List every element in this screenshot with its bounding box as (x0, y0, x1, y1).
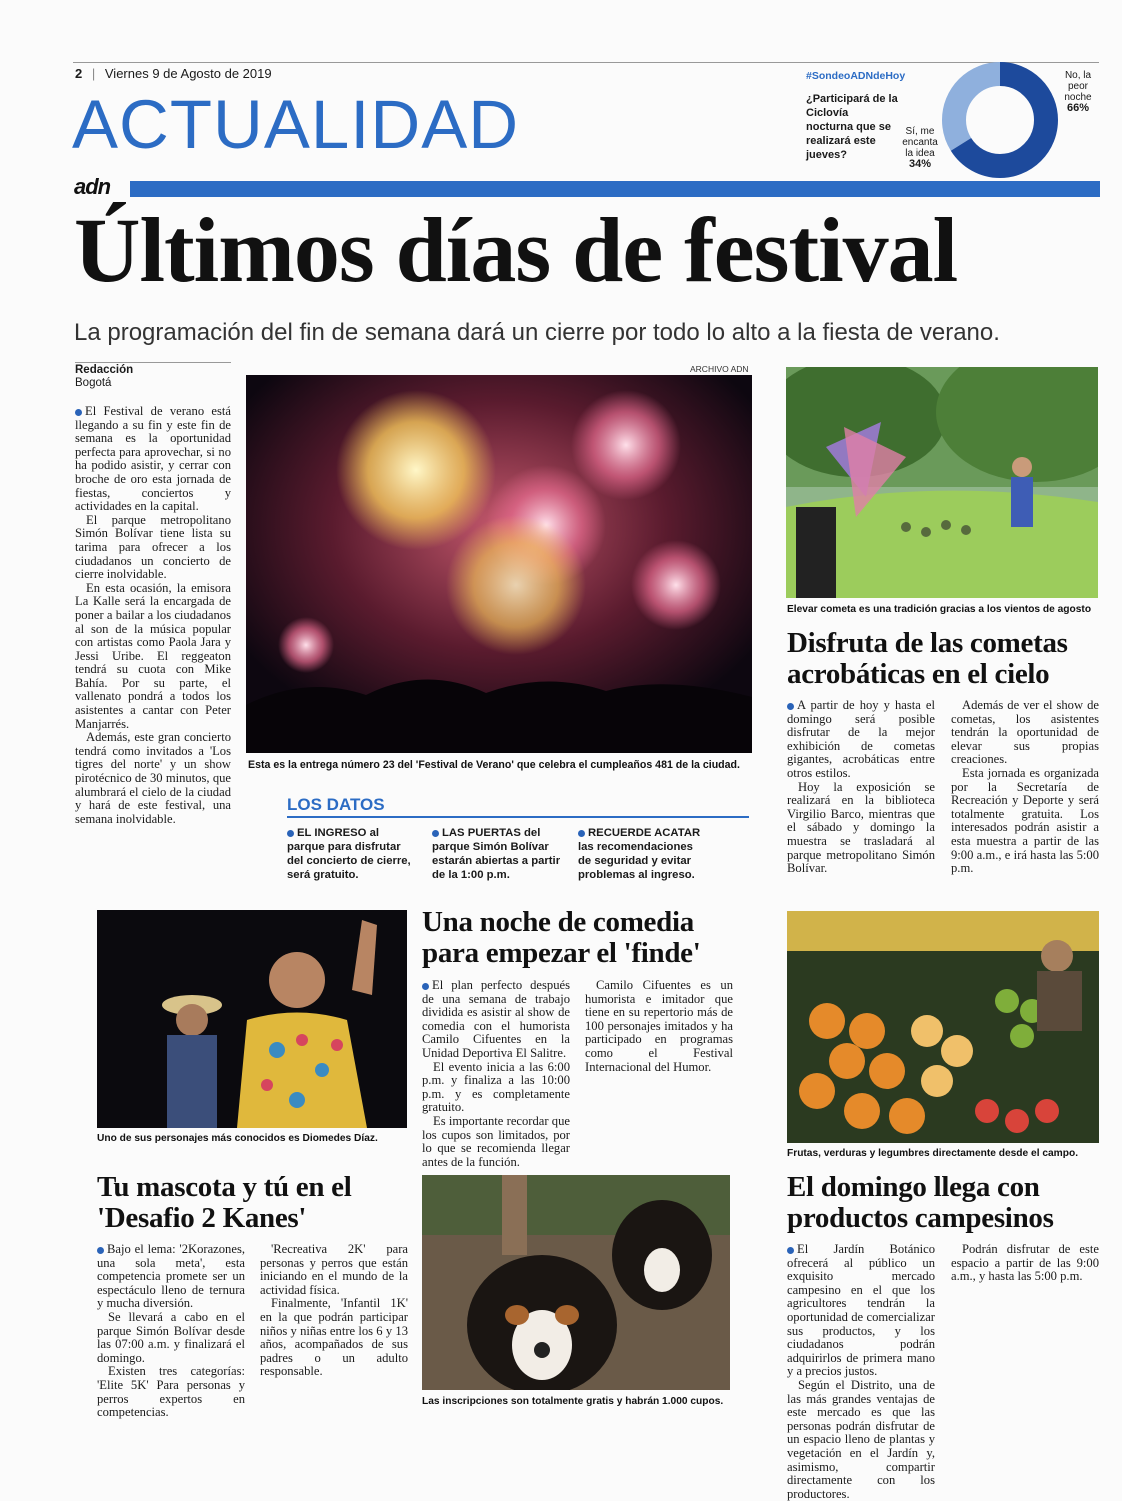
poll-yes-percent: 34% (908, 158, 932, 170)
issue-date: Viernes 9 de Agosto de 2019 (104, 66, 272, 81)
poll-yes-label: Sí, me encanta la idea (902, 126, 938, 159)
kites-caption: Elevar cometa es una tradición gracias a los vientos de agosto (787, 604, 1092, 615)
comedy-headline: Una noche de comedia para empezar el 'finde' (422, 906, 701, 969)
pets-headline: Tu mascota y tú en el 'Desafio 2 Kanes' (97, 1171, 352, 1234)
kites-headline: Disfruta de las cometas acrobáticas en el cielo (787, 627, 1068, 690)
los-datos-title: LOS DATOS (287, 795, 385, 814)
bullet-icon (287, 830, 294, 837)
pets-photo-caption: Las inscripciones son totalmente gratis y habrán 1.000 cupos. (422, 1396, 724, 1407)
adn-logo: adn (74, 174, 111, 199)
byline-author: Redacción (75, 364, 134, 376)
comedy-col1: El plan perfecto después de una semana de trabajo dividida es asistir al show de comedia con el humorista Camilo Cifuentes en la Unidad Deportiva El Salitre. El evento inicia a las 6:00 p.m. y finaliza a las 10:00 p.m. y es completamente gratuito. Es importante recordar que los cupos son limitados, por lo que se recomienda llegar antes de la función. (422, 978, 570, 1169)
festival-paragraph: Además, este gran concierto tendrá como invitados a 'Los tigres del norte' y un show pirotécnico de 30 minutos, que alumbrará el cielo de la ciudad y hará de este festival, una semana inolvidable. (75, 730, 231, 826)
bullet-icon (422, 983, 429, 990)
poll-no-label: No, la peor noche (1064, 70, 1092, 103)
kites-photo (786, 367, 1098, 598)
poll-question: ¿Participará de la Ciclovía nocturna que se realizará este jueves? (806, 93, 898, 161)
page-number: 2 (75, 66, 83, 81)
comedy-col2: Camilo Cifuentes es un humorista e imitador que tiene en su repertorio más de 100 personajes imitados y ha participado en programas como el Festival Internacional del Humor. (585, 978, 733, 1074)
festival-article (75, 405, 231, 826)
bullet-icon (75, 409, 82, 416)
market-headline: El domingo llega con productos campesinos (787, 1171, 1054, 1234)
kites-col1: A partir de hoy y hasta el domingo será posible disfrutar de la mejor exhibición de cometas gigantes, acrobáticas entre otros estilos. Hoy la exposición se realizará en la biblioteca Virgilio Barco, mientras que el sábado y domingo la muestra se trasladará al parque metropolitano Simón Bolívar. (787, 698, 935, 876)
section-title: ACTUALIDAD (72, 86, 520, 163)
festival-paragraph: El Festival de verano está llegando a su fin y este fin de semana es la oportunidad perfecta para aprovechar, si no ha podido asistir, y cerrar con broche de oro esta jornada de fiestas, conciertos y actividades en la capital. (75, 404, 231, 514)
comedy-photo-caption: Uno de sus personajes más conocidos es Diomedes Díaz. (97, 1133, 378, 1144)
main-headline: Últimos días de festival (74, 199, 958, 301)
photo-credit: ARCHIVO ADN (690, 364, 749, 374)
pets-col2: 'Recreativa 2K' para personas y perros que están iniciando en el mundo de la actividad física. Finalmente, 'Infantil 1K' en la que podrán participar niños y niñas entre los 6 y 13 años, acompañados de sus padres o un adulto responsable. (260, 1242, 408, 1379)
market-col1: El Jardín Botánico ofrecerá al público un exquisito mercado campesino en el que los agricultores tendrán la oportunidad de comercializar sus productos, y los ciudadanos podrán adquirirlos de primera mano y a precios justos. Según el Distrito, una de las más grandes ventajas de este mercado es que las personas podrán disfrutar de un espacio lleno de plantas y vegetación en el Jardín y, asimismo, compartir directamente con los productores. (787, 1242, 935, 1501)
fireworks-photo (246, 375, 752, 753)
subheadline: La programación del fin de semana dará un cierre por todo lo alto a la fiesta de verano. (74, 319, 1000, 346)
comedy-photo (97, 910, 407, 1128)
folio: 2 | Viernes 9 de Agosto de 2019 (75, 66, 272, 81)
dato-item: EL INGRESO al parque para disfrutar del concierto de cierre, será gratuito. (287, 827, 411, 881)
dato-item: LAS PUERTAS del parque Simón Bolívar estarán abiertas a partir de la 1:00 p.m. (432, 827, 561, 881)
festival-paragraph: El parque metropolitano Simón Bolívar tiene lista su tarima para ofrecer a los ciudadanos un concierto de cierre inolvidable. (75, 512, 231, 582)
bullet-icon (787, 1247, 794, 1254)
pets-col1: Bajo el lema: '2Korazones, una sola meta', esta competencia promete ser un espectáculo lleno de ternura y mucha diversión. Se llevará a cabo en el parque Simón Bolívar desde las 07:00 a.m. y finalizará el domingo. Existen tres categorías: 'Elite 5K' Para personas y perros expertos en competencias. (97, 1242, 245, 1420)
section-bar (130, 181, 1100, 197)
market-photo (787, 911, 1099, 1143)
bullet-icon (787, 703, 794, 710)
festival-paragraph: En esta ocasión, la emisora La Kalle será la encargada de poner a bailar a los ciudadanos al son de la música popular con artistas como Paola Jara y Jessi Uribe. El reggeaton tendrá su cuota con Mike Bahía. Por su parte, el vallenato pondrá a todos los asistentes a cantar con Peter Manjarrés. (75, 580, 231, 731)
dato-item: RECUERDE ACATAR las recomendaciones de seguridad y evitar problemas al ingreso. (578, 827, 701, 881)
bullet-icon (578, 830, 585, 837)
market-photo-caption: Frutas, verduras y legumbres directamente desde el campo. (787, 1148, 1079, 1159)
poll-no-percent: 66% (1066, 102, 1090, 114)
market-col2: Podrán disfrutar de este espacio a partir de las 9:00 a.m., y hasta las 5:00 p.m. (951, 1242, 1099, 1284)
poll-hashtag: #SondeoADNdeHoy (806, 70, 906, 82)
bullet-icon (432, 830, 439, 837)
pets-photo (422, 1175, 730, 1390)
kites-col2: Además de ver el show de cometas, los asistentes tendrán la oportunidad de elevar sus propias creaciones. Esta jornada es organizada por la Secretaría de Recreación y Deporte y será totalmente gratuita. Los interesados podrán asistir a esta muestra a partir de las 9:00 a.m., e irá hasta las 5:00 p.m. (951, 698, 1099, 876)
poll-donut-chart (942, 62, 1058, 178)
byline-city: Bogotá (75, 377, 112, 389)
fireworks-caption: Esta es la entrega número 23 del 'Festival de Verano' que celebra el cumpleaños 481 de la ciudad. (248, 759, 740, 771)
bullet-icon (97, 1247, 104, 1254)
